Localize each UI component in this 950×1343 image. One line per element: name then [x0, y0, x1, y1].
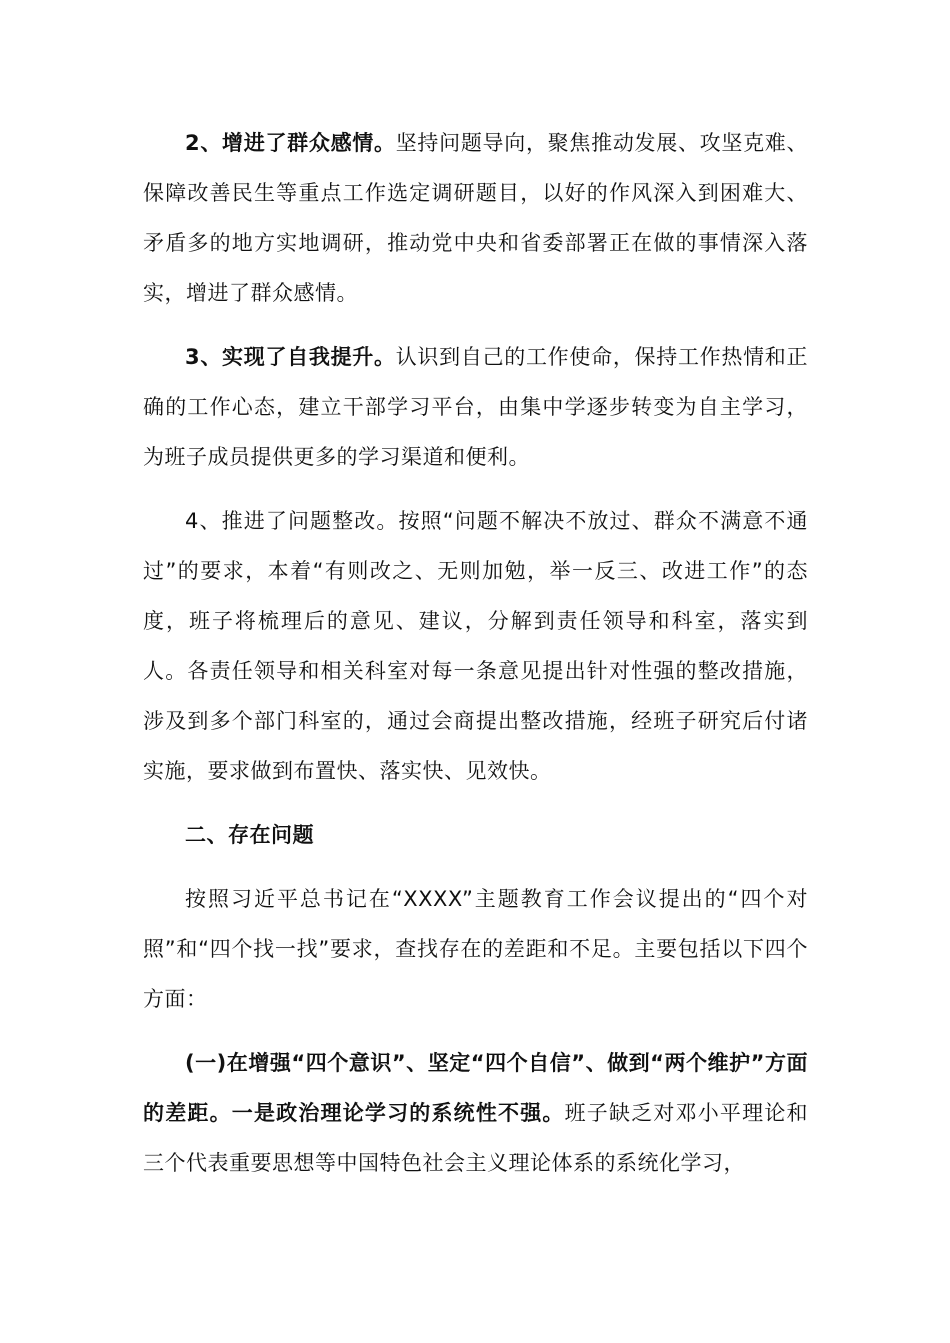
paragraph-item-4	[143, 496, 808, 796]
paragraph-lead: 3、实现了自我提升。	[185, 345, 396, 369]
paragraph-text: 班子缺乏对邓小平理论和三个代表重要思想等中国特色社会主义理论体系的系统化学习，	[143, 1101, 809, 1175]
paragraph-lead: (一)在增强“四个意识”、坚定“四个自信”、做到“两个维护”方面的差距。一是政治理论学习的系统性不强。	[143, 1051, 808, 1125]
paragraph-intro	[143, 874, 808, 1024]
paragraph-item-2	[143, 118, 808, 318]
paragraph-item-3	[143, 332, 808, 482]
document-body	[143, 118, 808, 1188]
spacer	[143, 1024, 808, 1038]
spacer	[143, 318, 808, 332]
section-heading: 二、存在问题	[185, 823, 314, 847]
spacer	[143, 860, 808, 874]
paragraph-text: 4、推进了问题整改。按照“问题不解决不放过、群众不满意不通过”的要求，本着“有则改之、无则加勉，举一反三、改进工作”的态度，班子将梳理后的意见、建议，分解到责任领导和科室，落实到人。各责任领导和相关科室对每一条意见提出针对性强的整改措施，涉及到多个部门科室的，通过会商提出整改措施，经班子研究后付诸实施，要求做到布置快、落实快、见效快。	[143, 509, 808, 783]
paragraph-lead: 2、增进了群众感情。	[185, 131, 396, 155]
paragraph-text: 坚持问题导向，聚焦推动发展、攻坚克难、保障改善民生等重点工作选定调研题目，以好的作风深入到困难大、矛盾多的地方实地调研，推动党中央和省委部署正在做的事情深入落实，增进了群众感情。	[143, 131, 808, 305]
spacer	[143, 482, 808, 496]
paragraph-subsection-1	[143, 1038, 808, 1188]
paragraph-text: 按照习近平总书记在“XXXX”主题教育工作会议提出的“四个对照”和“四个找一找”要求，查找存在的差距和不足。主要包括以下四个方面：	[143, 887, 808, 1011]
spacer	[143, 796, 808, 810]
paragraph-text: 认识到自己的工作使命，保持工作热情和正确的工作心态，建立干部学习平台，由集中学逐步转变为自主学习，为班子成员提供更多的学习渠道和便利。	[143, 345, 808, 469]
